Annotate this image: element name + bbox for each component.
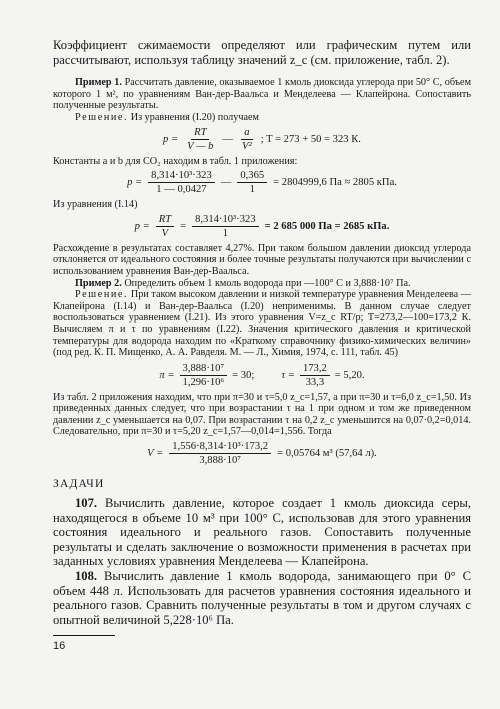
formula-vdw-numeric: [53, 170, 471, 195]
fraction: [184, 127, 216, 152]
example-2-label: Пример 2.: [75, 277, 122, 289]
denominator: 1: [249, 184, 255, 196]
numerator: 3,888·10⁷: [180, 363, 228, 376]
denominator: 1,296·10⁶: [182, 376, 225, 388]
intro-paragraph: Коэффициент сжимаемости определяют или графическим путем или рассчитывают, используя таблицу значений z_c (см. приложение, табл. 2).: [53, 38, 471, 67]
operator: =: [180, 220, 187, 232]
numerator: RT: [156, 214, 174, 227]
denominator: 1: [222, 227, 229, 239]
formula-lhs: p =: [163, 133, 179, 145]
formula-ideal-gas: [53, 214, 471, 239]
numerator: a: [241, 127, 252, 140]
solution-text: Из уравнения (I.20) получаем: [130, 111, 259, 123]
example-1: [53, 77, 471, 112]
fraction: [180, 363, 228, 388]
example-2-solution: [53, 289, 471, 359]
page-number: 16: [53, 640, 66, 653]
fraction: [300, 363, 330, 388]
formula-tail: = 5,20.: [334, 369, 365, 381]
fraction: [148, 170, 215, 195]
formula-mid: = 30;: [232, 369, 255, 381]
fraction: [237, 170, 267, 195]
example-1-label: Пример 1.: [75, 77, 122, 89]
formula-tail: = 2804999,6 Па ≈ 2805 кПа.: [273, 177, 397, 189]
example-2: [53, 278, 471, 290]
task-108-text: Вычислить давление 1 кмоль водорода, занимающего при 0° С объем 448 л. Использовать для расчетов уравнения состояния идеального и реального газов. Сравнить полученные результаты в том и другом случаях с опытной величиной 5,228·10⁶ Па.: [53, 569, 471, 627]
footer-divider: [53, 635, 115, 636]
denominator: V — b: [187, 140, 214, 152]
solution-text: При таком высоком давлении и низкой температуре уравнения Менделеева — Клапейрона (I.14) и Ван-дер-Ваальса (I.20) неприменимы. В данном случае следует воспользоваться уравнением (I.21). Из этого уравнения V=z_c RT/p; T=273,2—100=173,2 К. Вычисляем π и τ по уравнениям (I.22). Значения критического давления и критической температуры для водорода находим по «Краткому справочнику физико-химических величин» (под ред. К. П. Мищенко, А. А. Равделя. М. — Л., Химия, 1974, с. 111, табл. 45): [53, 289, 472, 359]
operator: —: [222, 133, 234, 145]
constants-text: Константы a и b для CO₂ находим в табл. 1 приложения:: [53, 155, 298, 167]
numerator: 1,556·8,314·10³·173,2: [169, 441, 271, 454]
formula-tail: = 0,05764 м³ (57,64 л).: [277, 448, 377, 460]
formula-lhs: p =: [134, 220, 150, 232]
solution-label: Решение.: [75, 289, 129, 301]
solution-label: Решение.: [75, 111, 129, 123]
formula-tail: ; T = 273 + 50 = 323 К.: [260, 133, 361, 145]
formula-volume: [53, 441, 471, 466]
equation-14-text: Из уравнения (I.14): [53, 199, 138, 211]
denominator: 33,3: [305, 376, 325, 388]
numerator: RT: [191, 127, 209, 140]
formula-lhs: π =: [159, 369, 175, 381]
fraction: [156, 214, 174, 239]
numerator: 0,365: [237, 170, 267, 183]
fraction: [169, 441, 271, 466]
table-lookup-paragraph: Из табл. 2 приложения находим, что при π=30 и τ=5,0 z_c=1,57, а при π=30 и τ=6,0 z_c=1,50. Из приведенных данных следует, что при возрастании τ на 1 при одном и том же приведенном давлении z_c уменьшается на 0,07. При возрастании τ на 0,2 z_c уменьшится на 0,07·0,2=0,014. Следовательно, при π=30 и τ=5,20 z_c=1,57—0,014=1,556. Тогда: [53, 391, 471, 438]
example-1-text: Рассчитать давление, оказываемое 1 кмоль диоксида углерода при 50° С, объем которого 1 м², по уравнениям Ван-дер-Ваальса и Менделеева — Клапейрона. Сопоставить полученные результаты.: [53, 77, 472, 112]
task-107-number: 107.: [75, 496, 98, 511]
tasks-heading: ЗАДАЧИ: [53, 478, 105, 491]
example-2-text: Определить объем 1 кмоль водорода при —100° С и 3,888·10⁷ Па.: [124, 277, 411, 289]
numerator: 8,314·10³·323: [148, 170, 215, 183]
formula-lhs: p =: [127, 177, 143, 189]
page-content: [53, 38, 471, 652]
fraction: [192, 214, 259, 239]
denominator: 1 — 0,0427: [156, 184, 207, 196]
operator: —: [220, 177, 232, 189]
numerator: 173,2: [300, 363, 330, 376]
formula-lhs: V =: [147, 448, 164, 460]
example-1-solution: [53, 112, 471, 124]
denominator: 3,888·10⁷: [199, 455, 241, 467]
task-108: [53, 569, 471, 627]
numerator: 8,314·10³·323: [192, 214, 259, 227]
denominator: V: [161, 227, 169, 239]
task-108-number: 108.: [75, 569, 98, 584]
denominator: V²: [242, 140, 252, 152]
task-107-text: Вычислить давление, которое создает 1 кмоль диоксида серы, находящегося в объеме 10 м³ при 100° С, использовав для этого уравнения состояния идеального и реального газов. Сопоставить полученные результаты и сделать заключение о возможности применения в расчетах при заданных условиях уравнения Менделеева — Клапейрона.: [53, 496, 471, 569]
formula-lhs: τ =: [281, 369, 295, 381]
formula-pi-tau: [53, 363, 471, 388]
discrepancy-paragraph: Расхождение в результатах составляет 4,27%. При таком большом давлении диоксид углерода отклоняется от идеального состояния и более точные результаты получаются при вычислении с использованием уравнения Ван-дер-Ваальса.: [53, 242, 471, 277]
task-107: [53, 496, 471, 569]
formula-tail: = 2 685 000 Па = 2685 кПа.: [264, 220, 390, 232]
formula-van-der-waals: [53, 127, 471, 152]
fraction: [239, 127, 255, 152]
